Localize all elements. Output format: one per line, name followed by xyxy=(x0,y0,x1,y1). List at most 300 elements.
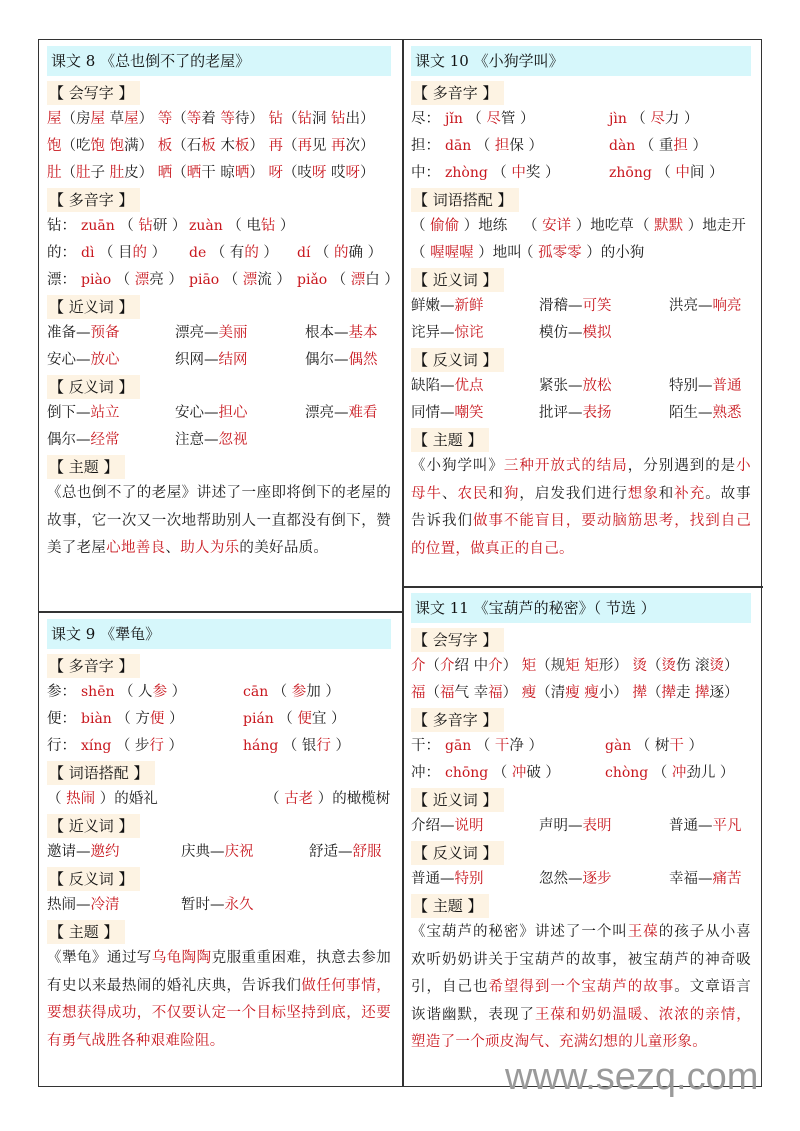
word-answer: 普通 xyxy=(712,378,742,394)
write-word: 见 xyxy=(311,138,332,154)
highlight-char: 干 xyxy=(494,738,510,754)
write-word: 矩 xyxy=(565,658,580,674)
word: 普通— xyxy=(411,871,455,887)
word: 洪亮— xyxy=(669,298,713,314)
polyphone-char: 漂： xyxy=(47,272,76,288)
theme-highlight: 希望得到一个宝葫芦的故事 xyxy=(488,979,675,995)
word: 介绍— xyxy=(411,818,455,834)
word-answer: 庆祝 xyxy=(224,844,254,860)
highlight-char: 冲 xyxy=(511,765,527,781)
write-char: 饱 xyxy=(47,138,62,154)
word-answer: 表扬 xyxy=(582,405,612,421)
pronunciation-item xyxy=(609,160,723,187)
section-tag-antonym: 【 反义词 】 xyxy=(47,867,140,891)
bracket: ） xyxy=(687,138,707,154)
theme-paragraph xyxy=(411,919,751,1057)
collocation-word: 孤零零 xyxy=(538,245,582,261)
row-divider-left xyxy=(39,611,403,613)
theme-paragraph xyxy=(47,480,391,563)
write-word: 撵 xyxy=(661,685,676,701)
write-word: 烫 xyxy=(632,658,647,674)
section-tag-antonym: 【 反义词 】 xyxy=(411,348,504,372)
pinyin: piāo xyxy=(189,272,224,288)
polyphone-char: 担： xyxy=(411,138,440,154)
word-answer: 熟悉 xyxy=(712,405,742,421)
polyphone-list xyxy=(411,106,751,187)
word: 暂时— xyxy=(181,897,225,913)
theme-highlight: 小母牛 xyxy=(411,458,751,502)
highlight-char: 钻 xyxy=(138,218,153,234)
word: 根本— xyxy=(305,325,349,341)
pronunciation-item xyxy=(81,267,183,294)
polyphone-list xyxy=(47,679,391,760)
list-item xyxy=(411,813,751,840)
antonym-list xyxy=(47,400,391,454)
word-pair xyxy=(305,320,378,347)
section-tag-polyphone: 【 多音字 】 xyxy=(47,654,140,678)
pinyin: pián xyxy=(243,711,279,727)
word-answer: 美丽 xyxy=(218,325,248,341)
list-item xyxy=(47,839,391,866)
pinyin: xíng xyxy=(81,738,116,754)
write-word: 烫 xyxy=(661,658,676,674)
section-tag-write: 【 会写字 】 xyxy=(411,628,504,652)
pinyin: zuàn xyxy=(189,218,228,234)
list-item xyxy=(411,160,751,187)
word-pair xyxy=(47,839,120,866)
lesson-10-panel xyxy=(411,46,751,563)
write-word: （ xyxy=(172,165,187,181)
write-word: （ xyxy=(646,685,662,701)
word: 准备— xyxy=(47,325,91,341)
highlight-char: 行 xyxy=(316,738,331,754)
pronunciation-item xyxy=(609,106,699,133)
antonym-list xyxy=(47,892,391,919)
word-pair xyxy=(305,400,378,427)
collocation-item xyxy=(411,240,522,267)
collocation-item xyxy=(523,213,634,240)
collocation-list xyxy=(47,786,391,813)
word-answer: 基本 xyxy=(348,325,378,341)
bracket: （ xyxy=(523,218,543,234)
list-item xyxy=(47,786,391,813)
word: 声明— xyxy=(539,818,583,834)
word-answer: 永久 xyxy=(224,897,254,913)
write-word: 瘦 xyxy=(521,685,537,701)
write-word: ） xyxy=(724,658,739,674)
pronunciation-item xyxy=(81,706,183,733)
write-word: 矩 xyxy=(584,658,599,674)
bracket: 研 ） xyxy=(152,218,187,234)
highlight-char: 便 xyxy=(149,711,165,727)
bracket: （ 方 xyxy=(116,711,150,727)
write-word: 晒 xyxy=(157,165,173,181)
polyphone-char: 的： xyxy=(47,245,76,261)
theme-text: 《小狗学叫》 xyxy=(411,458,504,474)
word: 滑稽— xyxy=(539,298,583,314)
word: 织网— xyxy=(175,352,219,368)
word-answer: 嘲笑 xyxy=(454,405,484,421)
write-word: 介 xyxy=(440,658,455,674)
write-word: 出） xyxy=(345,111,375,127)
word: 偶尔— xyxy=(305,352,349,368)
theme-text: 。文章语言诙谐幽默，表现了 xyxy=(411,979,752,1023)
pinyin: zhòng xyxy=(445,165,493,181)
list-item xyxy=(411,866,751,893)
list-item xyxy=(47,892,391,919)
bracket: 确 ） xyxy=(348,245,383,261)
write-word: （ xyxy=(282,138,298,154)
word: 模仿— xyxy=(539,325,583,341)
section-tag-polyphone: 【 多音字 】 xyxy=(411,81,504,105)
write-word: 瘦 xyxy=(565,685,580,701)
word-pair xyxy=(47,400,120,427)
bracket: 保 ） xyxy=(509,138,543,154)
pronunciation-item xyxy=(243,679,340,706)
theme-highlight: 三种开放式的结局 xyxy=(503,458,628,474)
word: 庆典— xyxy=(181,844,225,860)
polyphone-char: 中： xyxy=(411,165,440,181)
write-word: 钻 xyxy=(268,111,283,127)
write-word: 晒 xyxy=(186,165,202,181)
section-tag-polyphone: 【 多音字 】 xyxy=(411,708,504,732)
bracket: ） xyxy=(683,738,703,754)
pronunciation-item xyxy=(445,760,560,787)
section-tag-synonym: 【 近义词 】 xyxy=(47,814,140,838)
write-word: 呀 xyxy=(311,165,327,181)
pinyin: háng xyxy=(243,738,283,754)
bracket: （ 人 xyxy=(118,684,153,700)
write-word: 福 xyxy=(440,685,455,701)
write-word: 木 xyxy=(215,138,235,154)
text: ）地练 xyxy=(459,218,508,234)
word-pair xyxy=(669,373,742,400)
write-word: （ xyxy=(425,658,440,674)
pronunciation-item xyxy=(189,213,294,240)
watermark: www.sezq.com xyxy=(505,1056,759,1098)
theme-highlight: 想象 xyxy=(627,485,659,502)
write-word: 板 xyxy=(157,138,173,154)
list-item xyxy=(411,373,751,400)
pronunciation-item xyxy=(189,240,278,267)
list-item xyxy=(47,427,391,454)
list-item xyxy=(47,400,391,427)
write-word: 介 xyxy=(488,658,503,674)
text: ）地吃草 xyxy=(571,218,634,234)
word-answer: 担心 xyxy=(218,405,248,421)
pronunciation-item xyxy=(81,733,183,760)
word: 倒下— xyxy=(47,405,91,421)
write-word: 绍 中 xyxy=(454,658,489,674)
word-pair xyxy=(411,373,484,400)
collocation-item xyxy=(47,786,158,813)
write-word: 待） xyxy=(234,111,269,127)
theme-paragraph xyxy=(47,945,391,1055)
highlight-char: 漂 xyxy=(134,272,150,288)
theme-text: 的美好品质。 xyxy=(239,540,329,556)
write-word: 再 xyxy=(297,138,312,154)
write-word: ） xyxy=(360,165,375,181)
bracket: （ xyxy=(119,218,139,234)
highlight-char: 的 xyxy=(244,245,259,261)
lesson-11-panel xyxy=(411,593,751,1057)
word-answer: 模拟 xyxy=(582,325,612,341)
write-word: 皮） xyxy=(124,165,158,181)
word-pair xyxy=(539,400,612,427)
highlight-char: 便 xyxy=(297,711,312,727)
section-tag-synonym: 【 近义词 】 xyxy=(411,268,504,292)
write-word: 板 xyxy=(201,138,216,154)
highlight-char: 参 xyxy=(152,684,168,700)
highlight-char: 的 xyxy=(334,245,349,261)
lesson-9-panel xyxy=(47,619,391,1055)
text: ）的小狗 xyxy=(581,245,645,261)
word-pair xyxy=(411,400,484,427)
list-item xyxy=(411,320,751,347)
theme-highlight: 补充 xyxy=(674,485,706,502)
section-tag-theme: 【 主题 】 xyxy=(411,428,489,452)
section-tag-theme: 【 主题 】 xyxy=(47,455,125,479)
theme-highlight: 助人为乐 xyxy=(180,540,240,556)
section-tag-polyphone: 【 多音字 】 xyxy=(47,188,140,212)
collocation-word: 古老 xyxy=(284,791,314,807)
bracket: ） xyxy=(163,738,184,754)
pronunciation-item xyxy=(297,267,399,294)
highlight-char: 担 xyxy=(673,138,688,154)
bracket: （ 目 xyxy=(98,245,133,261)
list-item xyxy=(411,213,751,240)
collocation-item xyxy=(411,213,507,240)
bracket: （ xyxy=(492,165,512,181)
theme-paragraph xyxy=(411,453,751,563)
polyphone-char: 行： xyxy=(47,738,76,754)
word-pair xyxy=(411,320,484,347)
write-word: 等 xyxy=(220,111,235,127)
bracket: 白 ） xyxy=(365,272,399,288)
list-item xyxy=(411,133,751,160)
bracket: （ xyxy=(265,791,285,807)
theme-text: 、 xyxy=(165,540,181,556)
pronunciation-item xyxy=(189,267,291,294)
write-word: 逐） xyxy=(709,685,739,701)
word: 幸福— xyxy=(669,871,713,887)
word-answer: 放松 xyxy=(582,378,612,394)
write-word: （规 xyxy=(536,658,566,674)
bracket: （ xyxy=(115,272,135,288)
pinyin: dì xyxy=(81,245,99,261)
pinyin: jǐn xyxy=(445,111,468,127)
pinyin: zhōng xyxy=(609,165,657,181)
word: 偶尔— xyxy=(47,432,91,448)
theme-text: ，启发我们进行 xyxy=(519,485,628,502)
bracket: ） xyxy=(167,684,187,700)
write-word: 子 xyxy=(90,165,110,181)
highlight-char: 担 xyxy=(494,138,510,154)
bracket: 破 ） xyxy=(526,765,560,781)
write-word: ） xyxy=(249,165,269,181)
write-word: 哎 xyxy=(326,165,346,181)
theme-highlight: 王葆和奶奶温暖、浓浓的亲情，塑造了一个顽皮淘气、充满幻想的儿童形象。 xyxy=(411,1006,751,1050)
highlight-char: 漂 xyxy=(242,272,258,288)
word: 漂亮— xyxy=(305,405,349,421)
bracket: 力 ） xyxy=(664,111,699,127)
highlight-char: 干 xyxy=(669,738,684,754)
bracket: ） xyxy=(164,711,184,727)
write-word: 烫 xyxy=(709,658,725,674)
write-word: 等 xyxy=(157,111,173,127)
write-chars xyxy=(47,106,391,187)
write-word: 瘦 xyxy=(584,685,599,701)
theme-text: 《总也倒不了的老屋》讲述了一座即将倒下的老屋的故事，它一次又一次地帮助别人一直都没有倒下，赞美了老屋 xyxy=(47,485,391,556)
word-pair xyxy=(309,839,382,866)
pronunciation-item xyxy=(243,706,345,733)
word-answer: 逐步 xyxy=(582,871,612,887)
bracket: （ xyxy=(331,272,351,288)
write-word: 饱 xyxy=(90,138,105,154)
bracket: 间 ） xyxy=(689,165,724,181)
collocation-item xyxy=(635,213,746,240)
collocation-word: 默默 xyxy=(654,218,684,234)
pronunciation-item xyxy=(243,733,350,760)
section-tag-collocation: 【 词语搭配 】 xyxy=(411,188,519,212)
write-word: 着 xyxy=(201,111,221,127)
word-answer: 说明 xyxy=(454,818,484,834)
pronunciation-item xyxy=(297,240,382,267)
list-item xyxy=(411,653,751,680)
word-pair xyxy=(175,427,248,454)
write-word: 板 xyxy=(234,138,250,154)
pinyin: gān xyxy=(445,738,476,754)
pronunciation-item xyxy=(445,733,543,760)
write-char: 介 xyxy=(411,658,426,674)
write-word: ） xyxy=(138,111,158,127)
bracket: （ xyxy=(475,138,495,154)
word-answer: 邀约 xyxy=(90,844,120,860)
write-word: ） xyxy=(502,658,522,674)
word-pair xyxy=(181,892,254,919)
bracket: ） xyxy=(147,245,167,261)
pronunciation-item xyxy=(81,679,186,706)
highlight-char: 尽 xyxy=(486,111,501,127)
bracket: ） xyxy=(275,218,295,234)
bracket: （ xyxy=(467,111,487,127)
word: 特别— xyxy=(669,378,713,394)
pronunciation-item xyxy=(81,240,166,267)
collocation-word: 喔喔喔 xyxy=(430,245,474,261)
list-item xyxy=(47,240,391,267)
word-pair xyxy=(305,347,378,374)
bracket: ） xyxy=(258,245,278,261)
word-pair xyxy=(47,427,120,454)
pronunciation-item xyxy=(445,106,535,133)
theme-highlight: 王葆 xyxy=(627,924,659,940)
bracket: （ 电 xyxy=(227,218,261,234)
write-word: （ xyxy=(282,111,298,127)
theme-highlight: 狗 xyxy=(503,485,520,502)
bracket: （ xyxy=(656,165,676,181)
word-pair xyxy=(411,813,484,840)
row-divider-right xyxy=(403,586,763,588)
write-word: 再 xyxy=(331,138,346,154)
theme-text: 和 xyxy=(488,485,504,502)
word-answer: 响亮 xyxy=(712,298,742,314)
lesson-8-panel xyxy=(47,46,399,563)
write-word: 走 xyxy=(675,685,696,701)
theme-text: 。故事告诉我们 xyxy=(411,485,751,529)
write-word: （吱 xyxy=(282,165,312,181)
list-item xyxy=(47,160,391,187)
word-answer: 站立 xyxy=(90,405,120,421)
write-word: 肚 xyxy=(109,165,125,181)
bracket: 劲儿 ） xyxy=(686,765,735,781)
word-pair xyxy=(175,400,248,427)
column-divider xyxy=(402,40,404,1086)
highlight-char: 漂 xyxy=(350,272,366,288)
list-item xyxy=(411,760,751,787)
write-word: 气 幸 xyxy=(454,685,489,701)
bracket: 奖 ） xyxy=(525,165,560,181)
study-sheet xyxy=(38,39,762,1087)
lesson-title: 课文 9 《犟龟》 xyxy=(47,619,391,649)
write-word: 晒 xyxy=(234,165,250,181)
pinyin: de xyxy=(189,245,211,261)
word: 批评— xyxy=(539,405,583,421)
word: 邀请— xyxy=(47,844,91,860)
word: 鲜嫩— xyxy=(411,298,455,314)
write-word: 小） xyxy=(598,685,633,701)
word-answer: 痛苦 xyxy=(712,871,742,887)
word-answer: 特别 xyxy=(454,871,484,887)
word-pair xyxy=(669,293,742,320)
word-pair xyxy=(181,839,254,866)
write-word: 满） xyxy=(124,138,158,154)
word-answer: 放心 xyxy=(90,352,120,368)
list-item xyxy=(411,240,751,267)
pronunciation-item xyxy=(445,160,559,187)
word-pair xyxy=(47,892,120,919)
word-answer: 可笑 xyxy=(582,298,612,314)
bracket: （ xyxy=(492,765,512,781)
polyphone-char: 便： xyxy=(47,711,76,727)
word-answer: 惊诧 xyxy=(454,325,484,341)
word: 诧异— xyxy=(411,325,455,341)
bracket: （ 树 xyxy=(635,738,670,754)
bracket: （ 银 xyxy=(282,738,317,754)
word: 普通— xyxy=(669,818,713,834)
theme-text: 《犟龟》通过写 xyxy=(47,950,152,966)
list-item xyxy=(411,106,751,133)
word-pair xyxy=(669,813,742,840)
highlight-char: 中 xyxy=(511,165,526,181)
write-word: 肚 xyxy=(76,165,91,181)
collocation-list xyxy=(411,213,751,267)
word-answer: 冷清 xyxy=(90,897,120,913)
polyphone-char: 干： xyxy=(411,738,440,754)
word-pair xyxy=(539,813,612,840)
pinyin: shēn xyxy=(81,684,119,700)
theme-text: 《宝葫芦的秘密》讲述了一个叫 xyxy=(411,924,628,940)
bracket: （ xyxy=(635,218,655,234)
bracket: 加 ） xyxy=(306,684,340,700)
write-char: 屋 xyxy=(47,111,62,127)
write-word: 钻 xyxy=(297,111,312,127)
write-word: 呀 xyxy=(268,165,283,181)
bracket: （ 重 xyxy=(639,138,674,154)
write-word: （ xyxy=(61,165,76,181)
pinyin: dàn xyxy=(609,138,640,154)
write-word: 呀 xyxy=(345,165,361,181)
word-answer: 偶然 xyxy=(348,352,378,368)
